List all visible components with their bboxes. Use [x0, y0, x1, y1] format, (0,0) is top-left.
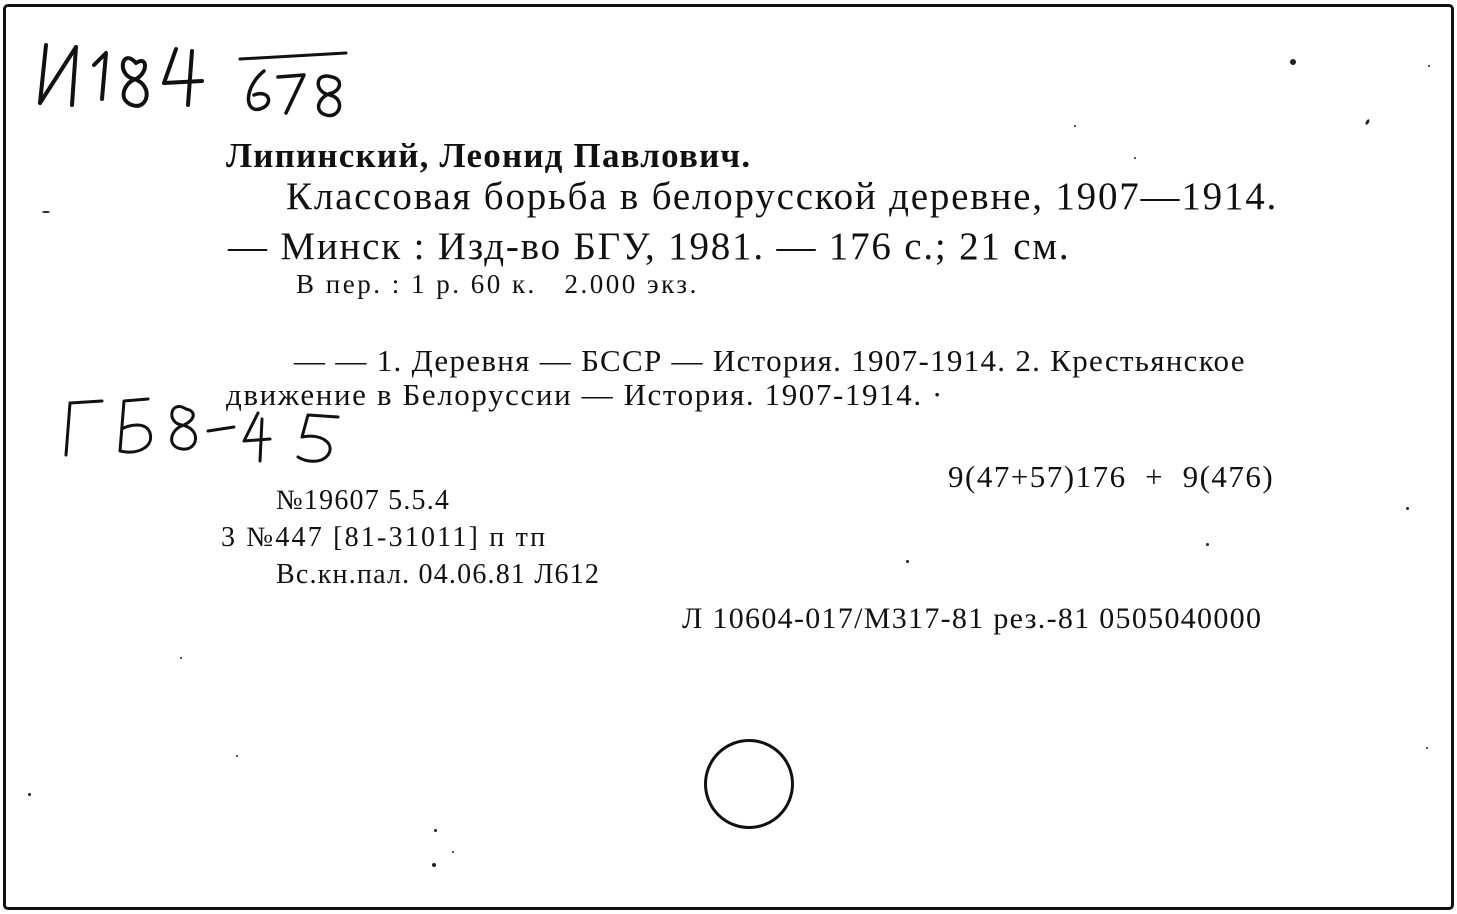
imprint-statement: — Минск : Изд-во БГУ, 1981. — 176 с.; 21 см. — [228, 225, 1071, 268]
speck — [1134, 157, 1136, 159]
speck — [1428, 65, 1430, 67]
subject-headings-line-2: движение в Белоруссии — История. 1907-1914. · — [226, 377, 944, 412]
speck — [1406, 507, 1409, 510]
price-and-edition: В пер. : 1 р. 60 к. 2.000 экз. — [296, 269, 699, 299]
subject-headings-line-1: — — 1. Деревня — БССР — История. 1907-1914. 2. Крестьянское — [294, 343, 1246, 378]
record-number: №19607 5.5.4 — [276, 485, 451, 516]
speck — [432, 863, 436, 867]
book-chamber-line: Вс.кн.пал. 04.06.81 Л612 — [276, 559, 601, 590]
speck — [1426, 747, 1428, 749]
speck — [1365, 119, 1371, 126]
speck — [452, 851, 454, 853]
handwritten-cutter-text — [246, 67, 248, 68]
title-statement: Классовая борьба в белорусской деревне, 1907—1914. — [286, 175, 1279, 218]
classification-index: 9(47+57)176 + 9(476) — [948, 459, 1275, 494]
speck — [1074, 125, 1076, 127]
bottom-code: Л 10604-017/М317-81 рез.-81 0505040000 — [682, 602, 1263, 635]
order-line: 3 №447 [81-31011] п тп — [221, 522, 548, 553]
author-heading: Липинский, Леонид Павлович. — [226, 136, 752, 175]
speck — [1290, 59, 1296, 65]
speck — [236, 755, 238, 757]
speck — [42, 211, 50, 213]
punch-hole — [704, 739, 794, 829]
handwritten-call-number-text — [46, 47, 48, 48]
handwritten-shelf-mark-text — [66, 407, 69, 408]
handwritten-cutter — [234, 47, 354, 122]
handwritten-call-number — [36, 25, 216, 115]
speck — [434, 829, 437, 832]
speck — [906, 560, 909, 563]
catalog-card — [3, 4, 1454, 910]
speck — [1206, 543, 1209, 546]
speck — [28, 793, 31, 796]
speck — [180, 657, 182, 659]
